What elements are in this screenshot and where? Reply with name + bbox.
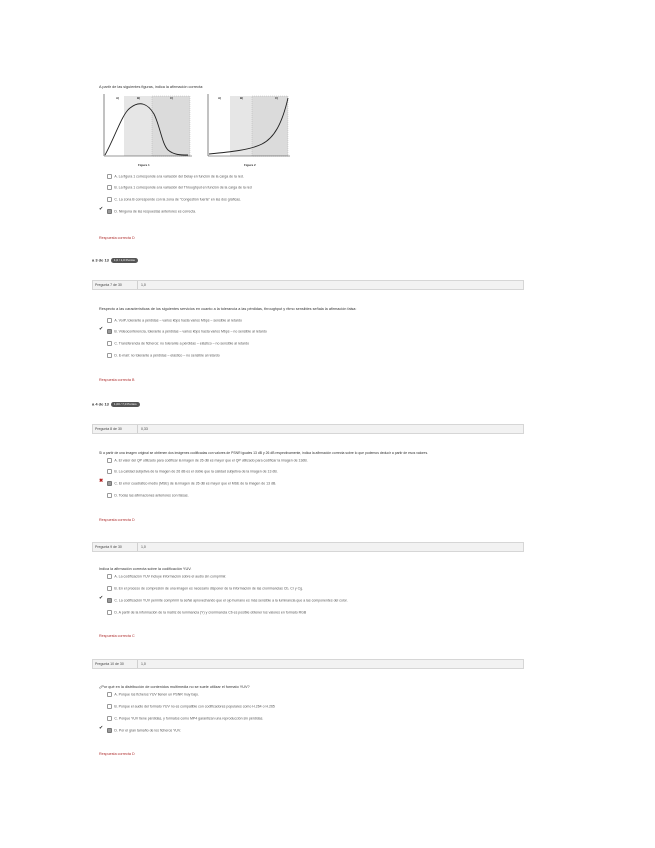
option-b[interactable]: B. Videoconferencia, tolerante a pérdidas – varios kbps hasta varios Mbps – no sensible al retardo (107, 329, 267, 334)
correct-answer: Respuesta correcta B (99, 378, 135, 382)
option-a[interactable]: A. Porque los ficheros YUV tienen un PSNR muy bajo. (107, 692, 199, 697)
correct-answer: Respuesta correcta C (99, 634, 135, 638)
fig2-zone-a: A) (218, 96, 222, 100)
option-checkbox[interactable] (107, 353, 112, 358)
score-badge: 1,00 / 7,0 Puntos (111, 402, 140, 407)
question-number: Pregunta 9 de 30 (95, 545, 122, 549)
question-header-bar (92, 280, 524, 290)
correct-check-icon: ✔ (99, 206, 104, 212)
fig1-zone-b: B) (137, 96, 141, 100)
correct-check-icon: ✔ (99, 595, 104, 601)
figure-2 (208, 94, 290, 156)
option-d[interactable]: D. E-mail: no tolerante a pérdidas – elástico – no sensible al retardo (107, 353, 220, 358)
question-header-bar (92, 659, 524, 669)
option-c[interactable]: C. La codificación YUV permite comprimir la señal aprovechando que el ojo humano es más sensible a la luminancia que a las componentes del color. (107, 598, 348, 603)
question-text: ¿Por qué en la distribución de contenidos multimedia no se suele utilizar el formato YUV? (99, 685, 250, 689)
fig1-zone-a: A) (116, 96, 120, 100)
option-c[interactable]: C. Porque YUV tiene pérdidas, y formatos como MP4 garantizan una reproducción sin pérdidas. (107, 716, 263, 721)
fig2-zone-b: B) (240, 96, 244, 100)
question-header-bar (92, 424, 524, 434)
question-score: 0,33 (141, 427, 148, 431)
question-score: 1,0 (141, 283, 146, 287)
option-checkbox[interactable] (107, 329, 112, 334)
option-d[interactable]: D. Ninguna de las respuestas anteriores es correcta. (107, 209, 196, 214)
question-number: Pregunta 7 de 30 (95, 283, 122, 287)
option-checkbox[interactable] (107, 704, 112, 709)
option-a[interactable]: A. VoIP, tolerante a pérdidas – varios kbps hasta varios Mbps – sensible al retardo (107, 318, 242, 323)
option-d[interactable]: D. Por el gran tamaño de los ficheros YUV. (107, 728, 181, 733)
option-a[interactable]: A. El valor del QP utilizado para codificar la imagen de 26 dB es mayor que el QP utilizado para codificar la imagen de 13dB. (107, 458, 308, 463)
option-checkbox[interactable] (107, 458, 112, 463)
question-text: Respecto a las características de los siguientes servicios en cuanto a la tolerancia a las pérdidas, throughput y ritmo sensibles señala la afirmación falsa: (99, 307, 357, 311)
question-number: Pregunta 8 de 30 (95, 427, 122, 431)
option-checkbox[interactable] (107, 574, 112, 579)
option-c[interactable]: C. La zona B corresponde con la zona de "Congestión fuerte" en las dos gráficas. (107, 197, 241, 202)
question-text: Indica la afirmación correcta sobre la codificación YUV. (99, 567, 192, 571)
incorrect-x-icon: ✖ (99, 478, 104, 484)
section-header: a 4 de 13 1,00 / 7,0 Puntos (92, 402, 140, 407)
option-checkbox[interactable] (107, 209, 112, 214)
question-score: 1,0 (141, 545, 146, 549)
option-b[interactable]: B. Porque el audio del formato YUV no es compatible con codificadores populares como H.264 o H.265 (107, 704, 275, 709)
score-badge: 1,0 / 1,0 Puntos (111, 258, 138, 263)
option-a[interactable]: A. La codificación YUV incluye información sobre el audio sin comprimir. (107, 574, 226, 579)
option-checkbox[interactable] (107, 692, 112, 697)
option-checkbox[interactable] (107, 493, 112, 498)
option-checkbox[interactable] (107, 610, 112, 615)
section-header: a 3 de 13 1,0 / 1,0 Puntos (92, 258, 138, 263)
correct-answer: Respuesta correcta D (99, 752, 135, 756)
option-checkbox[interactable] (107, 728, 112, 733)
option-checkbox[interactable] (107, 318, 112, 323)
option-checkbox[interactable] (107, 174, 112, 179)
correct-answer: Respuesta correcta D (99, 518, 135, 522)
option-checkbox[interactable] (107, 197, 112, 202)
option-checkbox[interactable] (107, 469, 112, 474)
question-header-bar (92, 542, 524, 552)
figure-1-caption: Figura 1 (138, 163, 150, 167)
correct-check-icon: ✔ (99, 326, 104, 332)
option-checkbox[interactable] (107, 481, 112, 486)
option-d[interactable]: D. Todas las afirmaciones anteriores son falsas. (107, 493, 189, 498)
option-checkbox[interactable] (107, 716, 112, 721)
correct-check-icon: ✔ (99, 725, 104, 731)
option-a[interactable]: A. La figura 1 corresponde a la variación del Delay en función de la carga de la red. (107, 174, 244, 179)
question-number: Pregunta 10 de 30 (95, 662, 124, 666)
question-text: Si a partir de una imagen original se obtienen dos imágenes codificadas con valores de PSNR iguales 13 dB y 26 dB respectivamente, indica la afirmación correcta sobre lo que podemos deducir a partir de esos valores. (99, 451, 429, 455)
option-d[interactable]: D. A partir de la información de la matriz de luminancia (Y) y crominancia Cb es posible obtener los valores en formato RGB (107, 610, 306, 615)
figures (100, 92, 300, 164)
correct-answer: Respuesta correcta D (99, 236, 135, 240)
option-b[interactable]: B. En el proceso de compresión de una imagen es necesario disponer de la información de las crominancias Cb, Cr y Cg. (107, 586, 303, 591)
figure-2-caption: Figura 2 (244, 163, 256, 167)
option-checkbox[interactable] (107, 598, 112, 603)
fig1-zone-c: C) (170, 96, 174, 100)
option-checkbox[interactable] (107, 586, 112, 591)
figure-1 (104, 94, 192, 156)
option-c[interactable]: C. El error cuadrático medio (MSE) de la imagen de 26 dB es mayor que el MSE de la imagen de 13 dB. (107, 481, 276, 486)
fig2-zone-c: C) (275, 96, 279, 100)
question-score: 1,0 (141, 662, 146, 666)
option-b[interactable]: B. La calidad subjetiva de la imagen de 26 dB es el doble que la calidad subjetiva de la imagen de 13 dB. (107, 469, 278, 474)
question-text: A partir de las siguientes figuras, indica la afirmación correcta: (99, 85, 204, 89)
option-checkbox[interactable] (107, 341, 112, 346)
option-c[interactable]: C. Transferencia de ficheros: no tolerante a pérdidas – elástico – no sensible al retardo (107, 341, 249, 346)
option-b[interactable]: B. La figura 1 corresponde a la variación del Throughput en función de la carga de la red (107, 185, 252, 190)
option-checkbox[interactable] (107, 185, 112, 190)
